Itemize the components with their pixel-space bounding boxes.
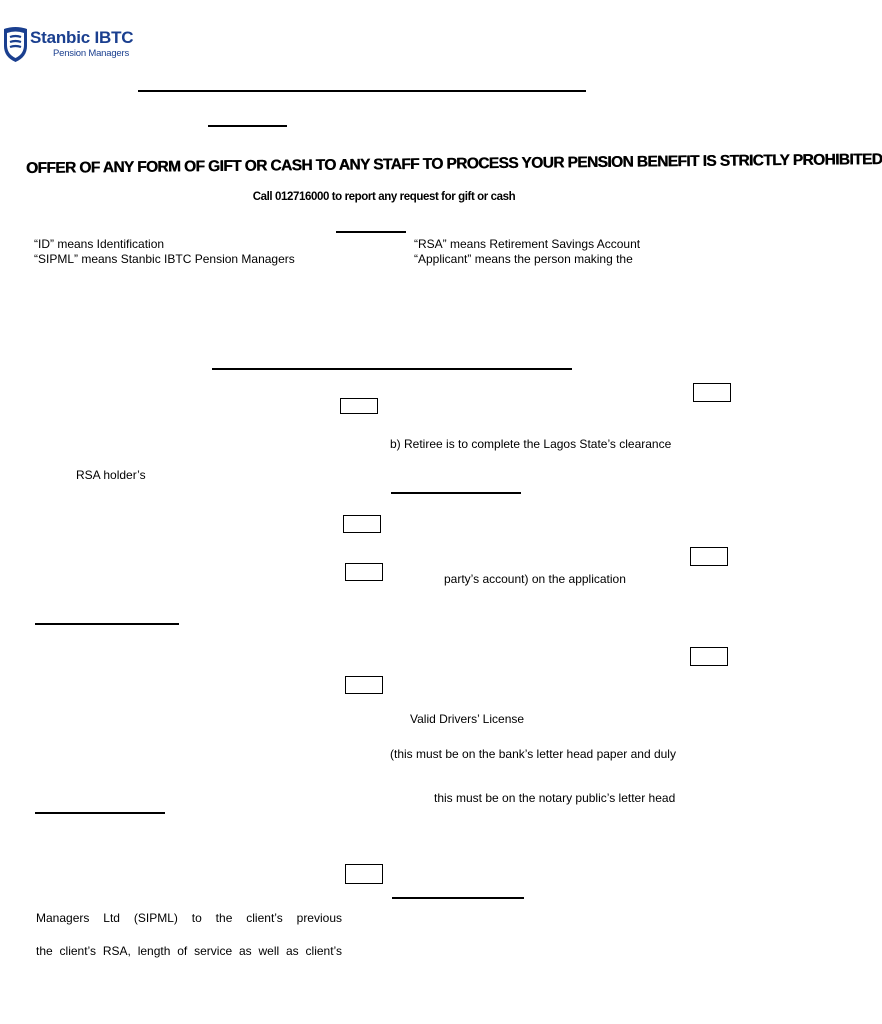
subheading-underline (35, 623, 179, 625)
title-underline (138, 90, 586, 92)
checkbox[interactable] (345, 864, 383, 884)
managers-text: Managers Ltd (SIPML) to the client’s previous (36, 911, 342, 925)
party-account-text: party’s account) on the application (444, 572, 626, 586)
checkbox[interactable] (345, 563, 383, 581)
subheading-underline (35, 812, 165, 814)
report-call-line: Call 012716000 to report any request for gift or cash (252, 191, 516, 203)
checkbox[interactable] (690, 547, 728, 566)
notary-letter-text: this must be on the notary public’s letter head (434, 791, 676, 805)
shield-logo-icon (2, 26, 29, 63)
definition-sipml: “SIPML” means Stanbic IBTC Pension Managers (34, 252, 295, 266)
bank-letter-text: (this must be on the bank’s letter head paper and duly (390, 747, 676, 761)
subheading-underline (392, 897, 524, 899)
definition-rsa: “RSA” means Retirement Savings Account (414, 237, 641, 251)
checkbox[interactable] (343, 515, 381, 533)
definition-id: “ID” means Identification (34, 237, 165, 251)
prohibition-banner: OFFER OF ANY FORM OF GIFT OR CASH TO ANY STAFF TO PROCESS YOUR PENSION BENEFIT IS STRICTLY PROHIBITED (25, 151, 882, 177)
brand-name: Stanbic IBTC (30, 28, 134, 47)
subheading-underline (391, 492, 521, 494)
section-heading-underline (212, 368, 572, 370)
drivers-license-text: Valid Drivers’ License (410, 712, 525, 726)
definitions-heading-underline (336, 231, 406, 233)
client-rsa-text: the client’s RSA, length of service as well as client’s (36, 944, 342, 958)
definition-applicant: “Applicant” means the person making the (414, 252, 633, 266)
subtitle-underline (208, 125, 287, 127)
checkbox[interactable] (340, 398, 378, 414)
brand-subtitle: Pension Managers (53, 48, 130, 59)
checkbox[interactable] (690, 647, 728, 666)
retiree-lagos-text: b) Retiree is to complete the Lagos State’s clearance (390, 437, 672, 451)
checkbox[interactable] (693, 383, 731, 402)
checkbox[interactable] (345, 676, 383, 694)
rsa-holder-text: RSA holder’s (76, 468, 146, 482)
